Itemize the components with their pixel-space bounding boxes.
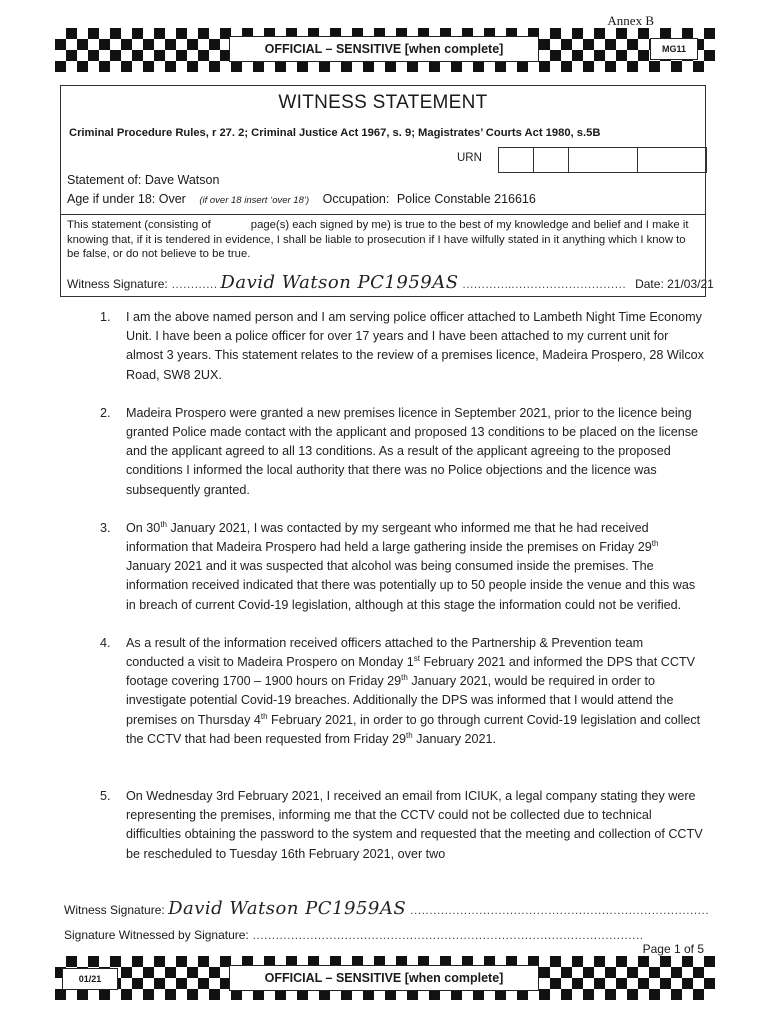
paragraph-3 xyxy=(100,519,704,615)
witness-statement-form xyxy=(60,85,714,297)
paragraph-text: Madeira Prospero were granted a new premises licence in September 2021, prior to the licence being granted Police made contact with the applicant and proposed 13 conditions to be placed on the license and the applicant agreed to all 13 conditions. As a result of the applicant agreeing to the proposed conditions I informed the local authority that there was no Police objections and the licence was subsequently granted. xyxy=(126,405,699,497)
form-divider xyxy=(61,214,705,215)
form-code: MG11 xyxy=(650,38,698,60)
annex-label: Annex B xyxy=(607,13,654,28)
handwritten-signature[interactable]: David Watson PC1959AS xyxy=(168,898,407,919)
form-version: 01/21 xyxy=(62,968,118,990)
witness-signature-label: Witness Signature: xyxy=(64,903,165,917)
statement-of-row xyxy=(67,173,219,187)
paragraph-number: 4. xyxy=(100,635,111,650)
handwritten-signature[interactable]: David Watson PC1959AS xyxy=(220,272,459,293)
footer-classification: OFFICIAL – SENSITIVE [when complete] xyxy=(229,965,539,991)
date-label: Date: xyxy=(635,277,664,291)
statement-of-label: Statement of: xyxy=(67,173,142,187)
form-title: WITNESS STATEMENT xyxy=(278,92,488,113)
statement-of-value[interactable]: Dave Watson xyxy=(144,173,220,187)
age-label: Age if under 18: xyxy=(67,192,156,206)
age-note: (if over 18 insert ‘over 18’) xyxy=(199,195,310,206)
paragraph-number: 1. xyxy=(100,310,111,324)
declaration-part1: This statement (consisting of xyxy=(67,219,211,231)
signature-witnessed-row xyxy=(64,928,643,942)
paragraph-4 xyxy=(100,634,704,749)
paragraph-text: On 30th January 2021, I was contacted by my sergeant who informed me that he had received information that Madeira Prospero had held a large gathering inside the premises on Friday 29th January 2021 and it was suspected that alcohol was being consumed inside the premises. The information received indicated that there was potentially up to 50 people inside the venue and this was in breach of current Covid-19 legislation, although at this stage the information could not be verified. xyxy=(126,519,696,612)
paragraph-number: 2. xyxy=(100,405,111,420)
declaration-text xyxy=(67,218,699,262)
age-value[interactable]: Over xyxy=(158,192,186,206)
dots: ………… xyxy=(171,277,218,291)
witness-signature-label: Witness Signature: xyxy=(67,277,168,291)
legislation-line: Criminal Procedure Rules, r 27. 2; Criminal Justice Act 1967, s. 9; Magistrates’ Courts Act 1980, s.5B xyxy=(69,127,601,139)
paragraph-text: On Wednesday 3rd February 2021, I received an email from ICIUK, a legal company stating they were representing the premises, informing me that the CCTV could not be collected due to technical difficulties obtaining the password to the system and requested that the meeting and collection of CCTV be rescheduled to Tuesday 16th February 2021, over two xyxy=(126,789,703,861)
paragraph-2 xyxy=(100,404,704,500)
paragraph-1 xyxy=(100,308,704,385)
age-row xyxy=(67,192,536,206)
statement-paragraphs xyxy=(100,308,704,864)
dots: …………………………………………………………………… xyxy=(409,903,709,917)
paragraph-text: As a result of the information received officers attached to the Partnership & Prevention team conducted a visit to Madeira Prospero on Monday 1st February 2021 and informed the DPS that CCTV footage covering 1700 – 1900 hours on Friday 29th January 2021, would be required in order to investigate potential Covid-19 breaches. Additionally the DPS was informed that I would attend the premises on Thursday 4th February 2021, in order to go through current Covid-19 legislation and collect the CCTV that had been requested from Friday 29th January 2021. xyxy=(126,635,701,746)
paragraph-5 xyxy=(100,787,704,864)
urn-field[interactable] xyxy=(499,147,707,173)
paragraph-number: 5. xyxy=(100,789,111,804)
page-number: Page 1 of 5 xyxy=(642,942,704,956)
urn-label: URN xyxy=(457,152,482,164)
dots[interactable]: ………………………………………………………………………………………… xyxy=(252,928,644,942)
paragraph-text: I am the above named person and I am serving police officer attached to Lambeth Night Time Economy Unit. I have been a police officer for over 17 years and I have been attached to my current unit for almost 3 years. This statement relates to the review of a premises licence, Madeira Prospero, 28 Wilcox Road, SW8 2UX. xyxy=(126,310,704,382)
paragraph-number: 3. xyxy=(100,520,111,535)
bottom-witness-signature-row xyxy=(64,898,709,919)
date-value[interactable]: 21/03/21 xyxy=(667,277,714,291)
header-classification: OFFICIAL – SENSITIVE [when complete] xyxy=(229,36,539,62)
declaration-part2: page(s) each signed by me) is true to the best of my knowledge and belief and I make it knowing that, if it is tendered in evidence, I shall be liable to prosecution if I have wilfully stated in it anything which I know to be false, or do not believe to be true. xyxy=(67,219,689,260)
witness-signature-row xyxy=(67,272,714,293)
occupation-value[interactable]: Police Constable 216616 xyxy=(396,192,536,206)
dots: ………….………………………… xyxy=(461,277,626,291)
occupation-label: Occupation: xyxy=(322,192,390,206)
signature-witnessed-label: Signature Witnessed by Signature: xyxy=(64,928,249,942)
